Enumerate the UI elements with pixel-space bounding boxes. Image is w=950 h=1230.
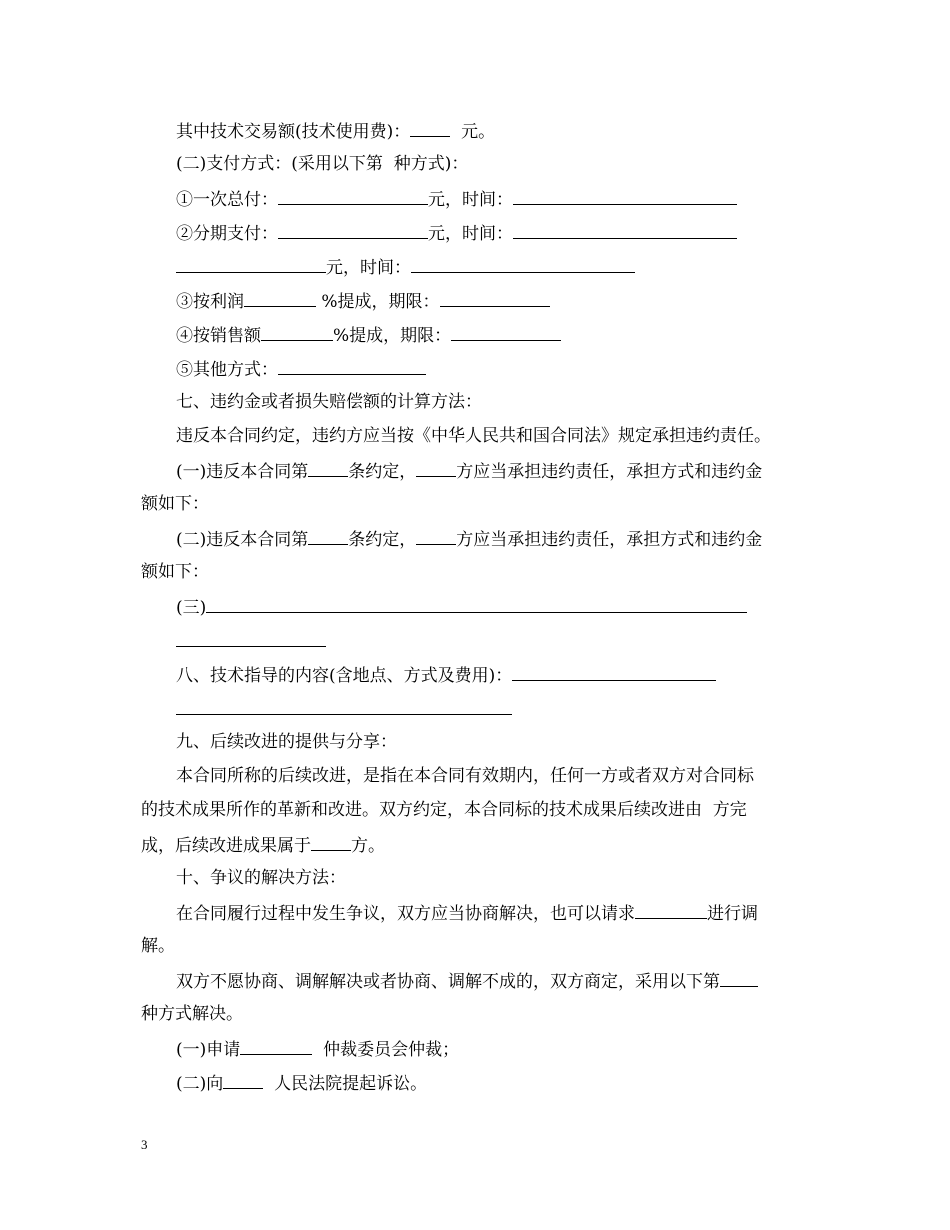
payment-option-2: ②分期支付： 元，时间： bbox=[176, 222, 737, 244]
section-8-continued bbox=[176, 698, 512, 720]
section-7-clause-1-continued: 额如下： bbox=[141, 494, 209, 514]
dispute-option-litigation: (二)向 人民法院提起诉讼。 bbox=[176, 1074, 428, 1094]
section-10-paragraph-2-continued: 种方式解决。 bbox=[141, 1004, 243, 1024]
section-7-clause-2: (二)违反本合同第 条约定， 方应当承担违约责任，承担方式和违约金 bbox=[176, 530, 763, 550]
section-10-paragraph-1: 在合同履行过程中发生争议，双方应当协商解决，也可以请求 进行调 bbox=[176, 904, 758, 924]
payment-option-2-continued: 元，时间： bbox=[176, 256, 635, 278]
section-7-clause-1: (一)违反本合同第 条约定， 方应当承担违约责任，承担方式和违约金 bbox=[176, 462, 763, 482]
section-9-heading: 九、后续改进的提供与分享： bbox=[176, 732, 397, 752]
section-7-clause-3: (三) bbox=[176, 596, 747, 618]
section-9-paragraph-line-1: 本合同所称的后续改进，是指在本合同有效期内，任何一方或者双方对合同标 bbox=[176, 766, 754, 786]
page-number: 3 bbox=[141, 1137, 148, 1152]
section-7-heading: 七、违约金或者损失赔偿额的计算方法： bbox=[176, 392, 482, 412]
section-10-paragraph-2: 双方不愿协商、调解解决或者协商、调解不成的，双方商定，采用以下第 bbox=[176, 970, 758, 992]
section-9-paragraph-line-2: 的技术成果所作的革新和改进。双方约定，本合同标的技术成果后续改进由 方完 bbox=[141, 800, 747, 820]
dispute-option-arbitration: (一)申请 仲裁委员会仲裁； bbox=[176, 1040, 460, 1060]
payment-option-1: ①一次总付： 元，时间： bbox=[176, 188, 737, 210]
section-7-intro: 违反本合同约定，违约方应当按《中华人民共和国合同法》规定承担违约责任。 bbox=[176, 426, 771, 446]
section-9-paragraph-line-3: 成，后续改进成果属于 方。 bbox=[141, 836, 385, 856]
amount-blank bbox=[410, 120, 450, 137]
payment-option-3: ③按利润 %提成，期限： bbox=[176, 290, 550, 312]
payment-option-4: ④按销售额 %提成，期限： bbox=[176, 324, 561, 346]
section-10-heading: 十、争议的解决方法： bbox=[176, 868, 346, 888]
tech-transaction-amount-line: 其中技术交易额(技术使用费)： 元。 bbox=[176, 122, 496, 142]
section-7-clause-3-continued bbox=[176, 630, 326, 652]
section-7-clause-2-continued: 额如下： bbox=[141, 562, 209, 582]
section-8-heading: 八、技术指导的内容(含地点、方式及费用)： bbox=[176, 664, 716, 686]
section-10-paragraph-1-continued: 解。 bbox=[141, 936, 175, 956]
payment-option-5: ⑤其他方式： bbox=[176, 358, 426, 380]
payment-method-heading: (二)支付方式：(采用以下第 种方式)： bbox=[176, 154, 469, 174]
